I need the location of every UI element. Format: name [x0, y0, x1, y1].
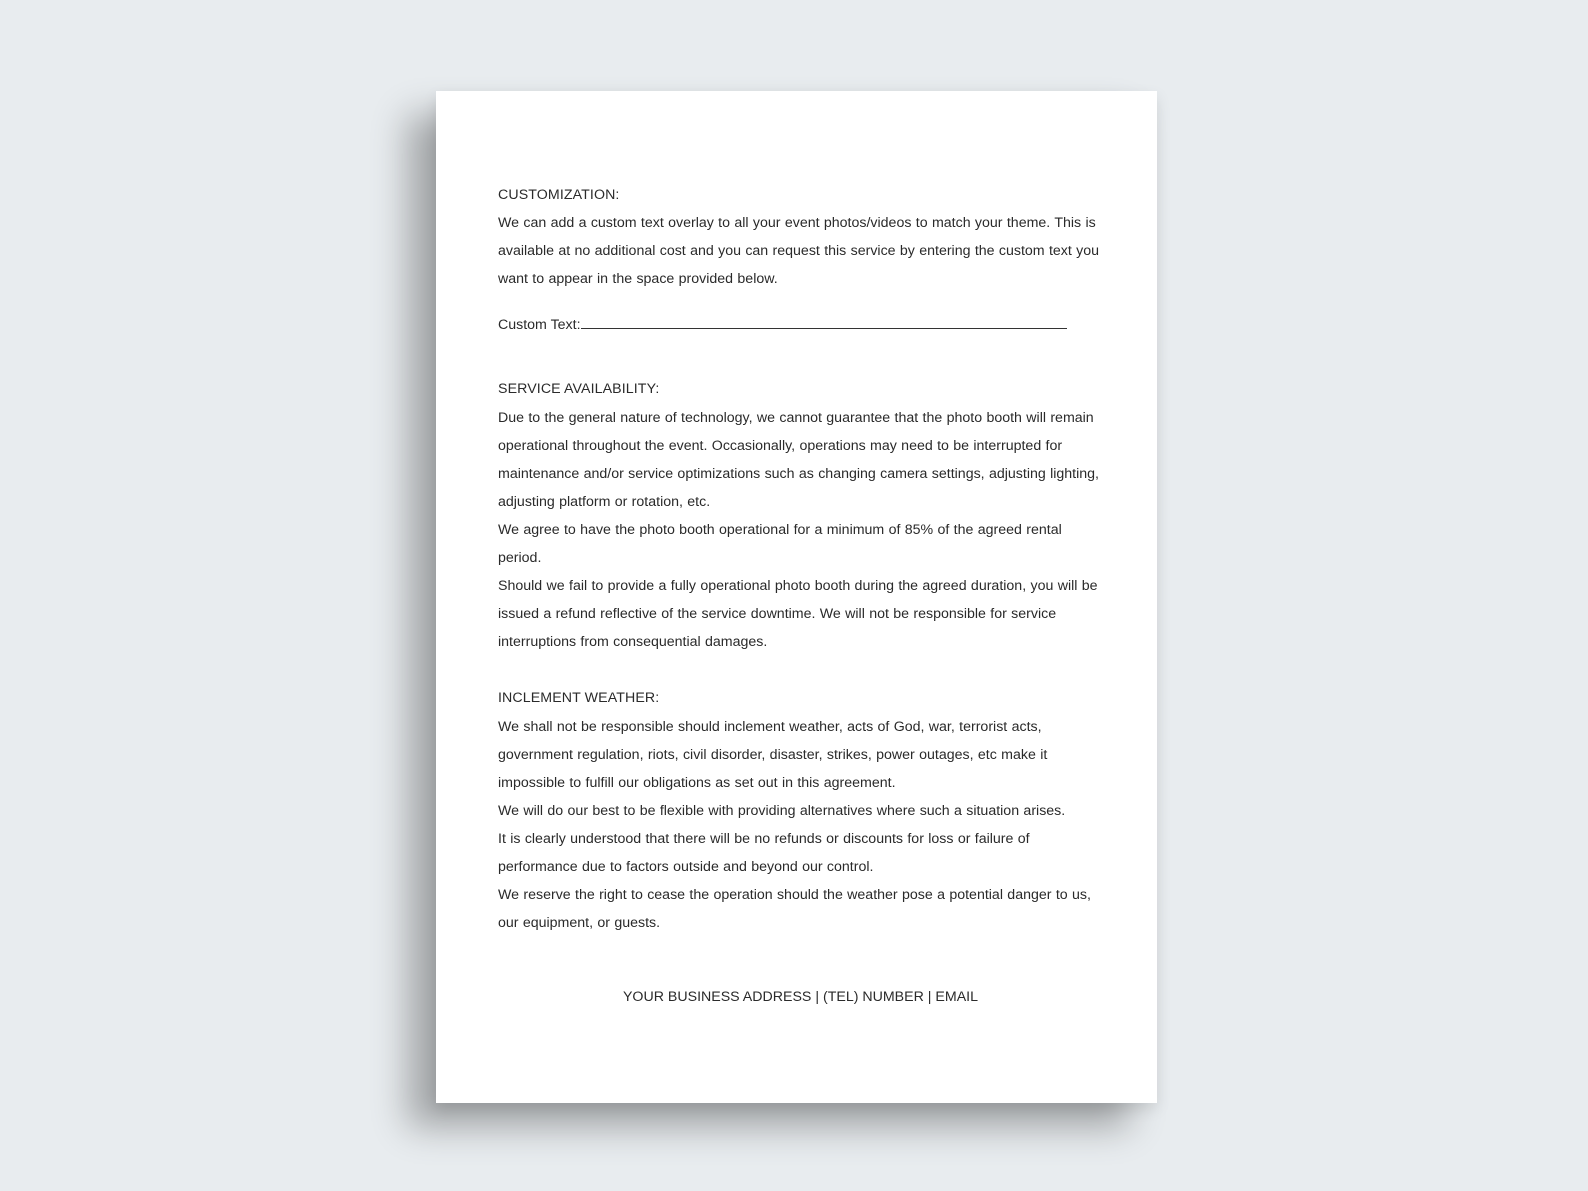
custom-text-label: Custom Text:: [498, 317, 581, 334]
document-page: [436, 91, 1157, 1103]
inclement-weather-paragraph: We reserve the right to cease the operation should the weather pose a potential danger to us, our equipment, or guests.: [498, 887, 1091, 932]
custom-text-blank-line: [581, 312, 1067, 329]
inclement-weather-paragraph: We will do our best to be flexible with providing alternatives where such a situation arises.: [498, 802, 1066, 819]
service-availability-paragraph: Should we fail to provide a fully operational photo booth during the agreed duration, you will be issued a refund reflective of the service downtime. We will not be responsible for service interruptions from consequential damages.: [498, 578, 1098, 651]
customization-heading: CUSTOMIZATION:: [498, 187, 620, 203]
inclement-weather-paragraph: We shall not be responsible should inclement weather, acts of God, war, terrorist acts, government regulation, riots, civil disorder, disaster, strikes, power outages, etc make it impossible to fulfill our obligations as set out in this agreement.: [498, 718, 1048, 791]
service-availability-paragraph: Due to the general nature of technology, we cannot guarantee that the photo booth will remain operational throughout the event. Occasionally, operations may need to be interrupted for maintenance and/or service optimizations such as changing camera settings, adjusting lighting, adjusting platform or rotation, etc.: [498, 409, 1099, 510]
customization-section: [498, 181, 1108, 339]
page-footer: YOUR BUSINESS ADDRESS | (TEL) NUMBER | EMAIL: [622, 989, 979, 1005]
inclement-weather-section: [498, 684, 1108, 937]
custom-text-field-row: [498, 311, 1108, 339]
customization-paragraph: We can add a custom text overlay to all your event photos/videos to match your theme. This is available at no additional cost and you can request this service by entering the custom text you want to appear in the space provided below.: [498, 215, 1100, 288]
service-availability-heading: SERVICE AVAILABILITY:: [498, 381, 660, 398]
document-body: [498, 181, 1108, 937]
service-availability-section: [498, 375, 1108, 656]
service-availability-paragraph: We agree to have the photo booth operational for a minimum of 85% of the agreed rental period.: [498, 521, 1062, 567]
inclement-weather-heading: INCLEMENT WEATHER:: [498, 690, 660, 707]
inclement-weather-paragraph: It is clearly understood that there will be no refunds or discounts for loss or failure of performance due to factors outside and beyond our control.: [498, 830, 1030, 875]
section-spacer: [498, 656, 1108, 684]
section-spacer: [498, 339, 1108, 375]
